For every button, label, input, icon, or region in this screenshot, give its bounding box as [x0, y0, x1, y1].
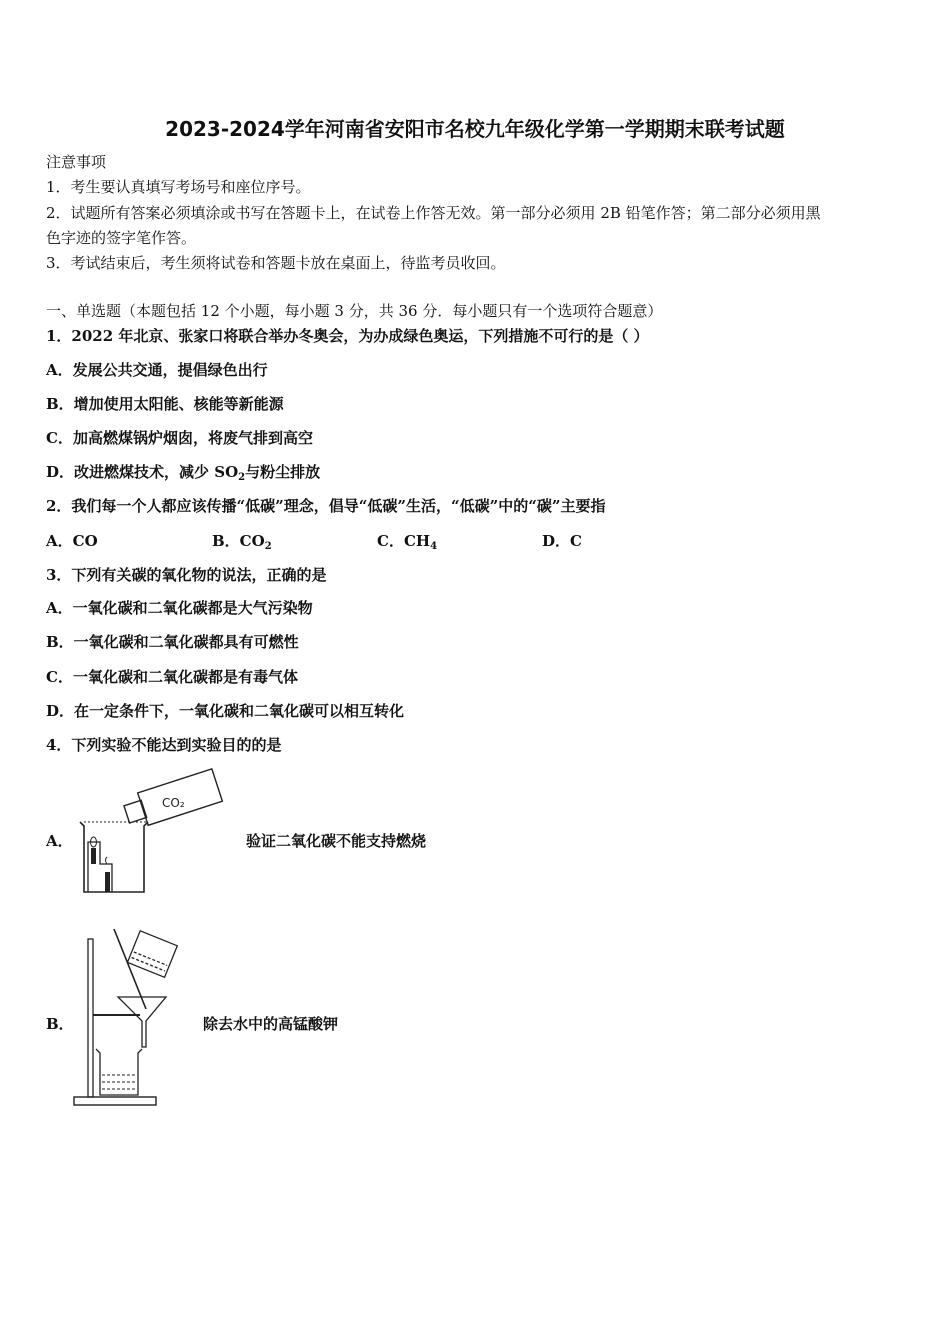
notice-item-1: 1．考生要认真填写考场号和座位序号。: [46, 178, 311, 196]
notice-item-2-cont: 色字迹的签字笔作答。: [46, 229, 197, 247]
q4-stem: 4．下列实验不能达到实验目的的是: [46, 736, 282, 754]
co2-pouring-diagram: [66, 760, 226, 900]
section-heading: 一、单选题（本题包括 12 个小题，每小题 3 分，共 36 分．每小题只有一个选项符合题意）: [46, 302, 663, 320]
co2-bottle-label: CO₂: [162, 796, 185, 810]
q3-option-d: D．在一定条件下，一氧化碳和二氧化碳可以相互转化: [46, 702, 405, 720]
q3-option-b: B．一氧化碳和二氧化碳都具有可燃性: [46, 633, 299, 651]
notice-item-3: 3．考试结束后，考生须将试卷和答题卡放在桌面上，待监考员收回。: [46, 254, 506, 272]
q3-stem: 3．下列有关碳的氧化物的说法，正确的是: [46, 566, 327, 584]
q2-option-a: A．CO: [46, 532, 98, 550]
q1-option-b: B．增加使用太阳能、核能等新能源: [46, 395, 284, 413]
page-title: 2023-2024学年河南省安阳市名校九年级化学第一学期期末联考试题: [165, 117, 785, 141]
q4-option-b-label: B．: [46, 1015, 74, 1033]
q1-option-d: D．改进燃煤技术，减少 $SO_2$与粉尘排放: [46, 463, 321, 483]
q3-option-c: C．一氧化碳和二氧化碳都是有毒气体: [46, 668, 298, 686]
q2-option-d: D．C: [542, 532, 582, 550]
q4-option-a-label: A．: [46, 832, 73, 850]
q2-option-c: C．$CH_4$: [377, 532, 438, 552]
q2-stem: 2．我们每一个人都应该传播“低碳”理念，倡导“低碳”生活，“低碳”中的“碳”主要指: [46, 497, 606, 515]
filtration-diagram: [66, 925, 196, 1115]
q1-stem: 1．2022 年北京、张家口将联合举办冬奥会，为办成绿色奥运，下列措施不可行的是（ ）: [46, 327, 649, 345]
q1-option-c: C．加高燃煤锅炉烟囱，将废气排到高空: [46, 429, 313, 447]
q2-option-b: B．$CO_2$: [212, 532, 272, 552]
q1-option-a: A．发展公共交通，提倡绿色出行: [46, 361, 268, 379]
notice-item-2: 2．试题所有答案必须填涂或书写在答题卡上，在试卷上作答无效。第一部分必须用 2B 铅笔作答；第二部分必须用黑: [46, 204, 821, 222]
notice-heading: 注意事项: [46, 153, 107, 171]
q3-option-a: A．一氧化碳和二氧化碳都是大气污染物: [46, 599, 313, 617]
q4-option-a-desc: 验证二氧化碳不能支持燃烧: [246, 832, 427, 850]
q4-option-b-desc: 除去水中的高锰酸钾: [203, 1015, 339, 1033]
